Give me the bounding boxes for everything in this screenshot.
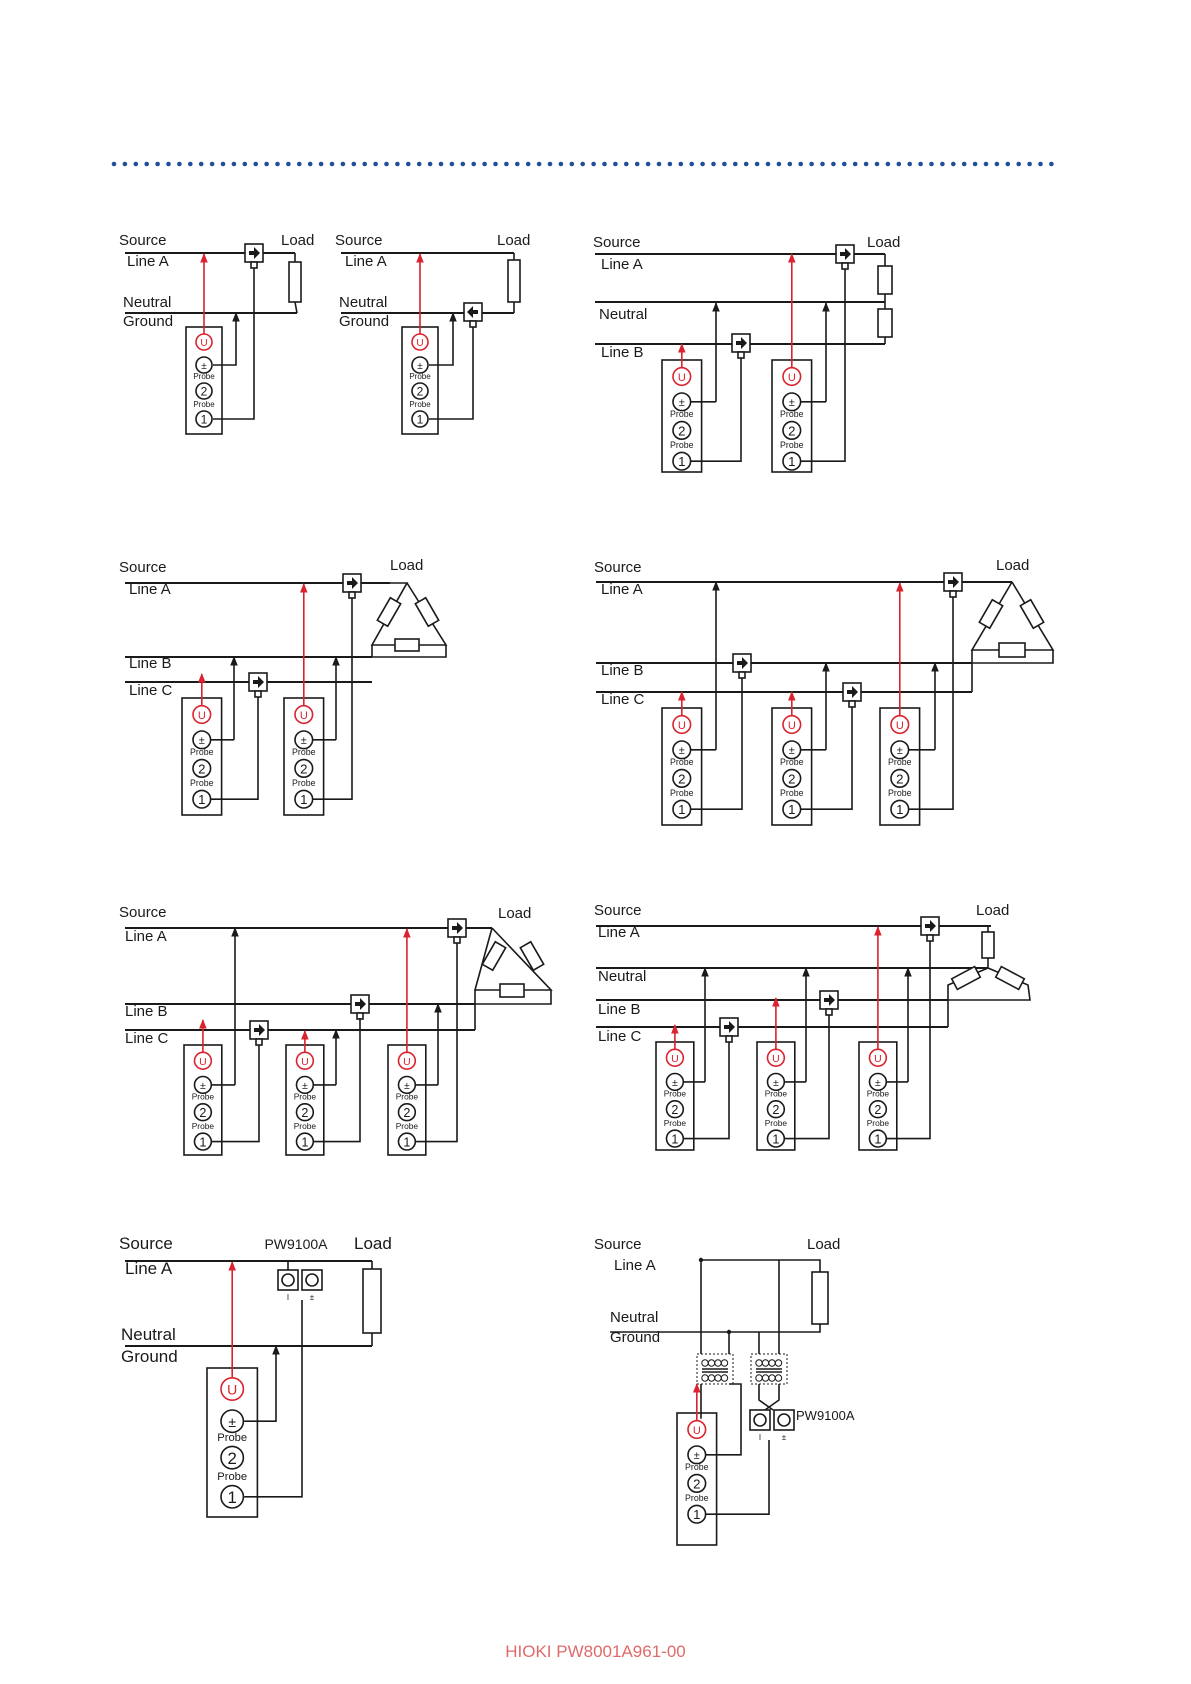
pw9100a-label: PW9100A — [796, 1408, 855, 1423]
probe-label: Probe — [780, 757, 804, 768]
probe-2-number: 2 — [788, 771, 796, 787]
load-resistor-icon — [996, 967, 1025, 990]
load-resistor-icon — [999, 643, 1025, 657]
source-label: Source — [335, 232, 383, 249]
probe-label: Probe — [663, 1118, 687, 1128]
neutral-label: Neutral — [598, 968, 647, 985]
load-resistor-icon — [289, 262, 301, 302]
sensor-output-icon — [349, 592, 355, 598]
line-c-label: Line C — [129, 682, 173, 699]
coil-turn-icon — [702, 1375, 708, 1381]
terminal-pm-label: ± — [781, 1433, 787, 1442]
probe-2-number: 2 — [200, 384, 208, 399]
probe-1-number: 1 — [227, 1488, 237, 1508]
load-resistor-icon — [500, 984, 524, 997]
probe-2-number: 2 — [874, 1102, 882, 1117]
load-resistor-icon — [377, 598, 400, 627]
line-a-label: Line A — [127, 253, 169, 270]
ground-label: Ground — [610, 1329, 661, 1346]
line-a-label: Line A — [601, 581, 643, 598]
probe-1-number: 1 — [788, 802, 796, 818]
probe-1-number: 1 — [300, 792, 308, 808]
terminal-pm-label: ± — [678, 745, 685, 758]
terminal-pm-label: ± — [302, 1080, 308, 1093]
sensor-output-icon — [454, 937, 460, 943]
probe-label: Probe — [866, 1088, 890, 1099]
probe-label: Probe — [292, 778, 316, 788]
probe-2-number: 2 — [678, 423, 686, 439]
probe-1-number: 1 — [301, 1135, 309, 1150]
probe-2-number: 2 — [416, 384, 424, 399]
probe-label: Probe — [409, 400, 431, 409]
wire — [701, 1260, 820, 1272]
probe-2-number: 2 — [227, 1448, 237, 1468]
terminal-u-label: U — [787, 371, 796, 384]
neutral-label: Neutral — [123, 294, 172, 311]
wire — [295, 302, 297, 313]
terminal-u-label: U — [677, 371, 686, 384]
footer-document-id: HIOKI PW8001A961-00 — [505, 1642, 686, 1661]
terminal-u-label: U — [416, 338, 424, 349]
probe-1-number: 1 — [896, 802, 904, 818]
probe-label: Probe — [670, 440, 694, 450]
neutral-label: Neutral — [599, 306, 648, 323]
probe-label: Probe — [764, 1088, 788, 1099]
terminal-u-label: U — [197, 709, 206, 722]
sensor-output-icon — [256, 1039, 262, 1045]
terminal-pm-label: ± — [201, 361, 207, 372]
probe-label: Probe — [888, 788, 912, 798]
probe-2-number: 2 — [199, 1105, 207, 1120]
terminal-pm-label: ± — [228, 1413, 237, 1430]
ground-label: Ground — [121, 1347, 178, 1366]
terminal-u-label: U — [874, 1052, 882, 1065]
sensor-output-icon — [826, 1009, 832, 1015]
probe-1-number: 1 — [788, 454, 796, 470]
coil-turn-icon — [769, 1375, 775, 1381]
source-label: Source — [119, 1234, 173, 1253]
sensor-output-icon — [726, 1036, 732, 1042]
line-c-label: Line C — [598, 1028, 642, 1045]
neutral-label: Neutral — [339, 294, 388, 311]
load-resistor-icon — [812, 1272, 828, 1324]
probe-1-number: 1 — [416, 412, 424, 427]
probe-1-number: 1 — [693, 1507, 701, 1523]
terminal-u-label: U — [671, 1052, 679, 1065]
sensor-output-icon — [470, 321, 476, 327]
probe-1-number: 1 — [200, 412, 208, 427]
load-label: Load — [281, 232, 315, 249]
terminal-u-label: U — [772, 1052, 780, 1065]
terminal-pm-label: ± — [773, 1077, 779, 1090]
probe-2-number: 2 — [693, 1476, 701, 1492]
load-resistor-icon — [520, 942, 543, 971]
terminal-u-label: U — [200, 338, 208, 349]
source-label: Source — [593, 234, 641, 251]
probe-label: Probe — [191, 1091, 215, 1102]
load-resistor-icon — [395, 639, 419, 651]
probe-label: Probe — [292, 747, 316, 758]
coil-turn-icon — [708, 1375, 714, 1381]
coil-turn-icon — [762, 1375, 768, 1381]
probe-2-number: 2 — [403, 1105, 411, 1120]
probe-1-number: 1 — [198, 792, 206, 808]
line-b-label: Line B — [601, 662, 644, 679]
probe-label: Probe — [193, 400, 215, 409]
source-label: Source — [594, 1236, 642, 1253]
sensor-output-icon — [255, 691, 261, 697]
probe-label: Probe — [193, 372, 215, 381]
probe-label: Probe — [409, 372, 431, 381]
coil-turn-icon — [756, 1375, 762, 1381]
junction-dot — [699, 1258, 703, 1262]
probe-1-number: 1 — [678, 454, 686, 470]
probe-label: Probe — [866, 1118, 890, 1128]
diagram-1p2w-neutral — [335, 232, 530, 434]
probe-label: Probe — [780, 788, 804, 798]
load-resistor-icon — [878, 266, 892, 294]
diagram-1p2w-line-a — [119, 232, 314, 434]
coil-turn-icon — [775, 1360, 781, 1366]
probe-1-number: 1 — [199, 1135, 207, 1150]
line-c-label: Line C — [125, 1030, 169, 1047]
probe-2-number: 2 — [772, 1102, 780, 1117]
probe-label: Probe — [670, 409, 694, 420]
line-a-label: Line A — [614, 1257, 656, 1274]
probe-2-number: 2 — [301, 1105, 309, 1120]
terminal-u-label: U — [677, 719, 686, 732]
load-resistor-icon — [508, 260, 520, 302]
probe-1-number: 1 — [772, 1132, 780, 1147]
coil-turn-icon — [756, 1360, 762, 1366]
probe-2-number: 2 — [300, 761, 308, 777]
probe-2-number: 2 — [678, 771, 686, 787]
line-a-label: Line A — [125, 1259, 173, 1278]
terminal-screw-icon — [306, 1274, 318, 1286]
coil-turn-icon — [775, 1375, 781, 1381]
coil-turn-icon — [715, 1375, 721, 1381]
probe-label: Probe — [670, 788, 694, 798]
probe-1-number: 1 — [678, 802, 686, 818]
terminal-screw-icon — [754, 1414, 766, 1426]
probe-label: Probe — [395, 1091, 419, 1102]
probe-label: Probe — [217, 1431, 248, 1444]
probe-2-number: 2 — [896, 771, 904, 787]
load-label: Load — [976, 902, 1010, 919]
coil-turn-icon — [708, 1360, 714, 1366]
coil-turn-icon — [702, 1360, 708, 1366]
load-label: Load — [807, 1236, 841, 1253]
probe-label: Probe — [293, 1121, 317, 1131]
source-label: Source — [119, 232, 167, 249]
terminal-pm-label: ± — [404, 1080, 410, 1093]
diagram-3p3w2m — [119, 557, 446, 815]
source-label: Source — [119, 904, 167, 921]
probe-label: Probe — [670, 757, 694, 768]
load-resistor-icon — [482, 942, 505, 971]
load-label: Load — [498, 905, 532, 922]
line-b-label: Line B — [598, 1001, 641, 1018]
line-c-label: Line C — [601, 691, 645, 708]
diagram-1p2w-pw9100a — [119, 1234, 392, 1517]
line-a-label: Line A — [345, 253, 387, 270]
terminal-pm-label: ± — [896, 745, 903, 758]
probe-label: Probe — [764, 1118, 788, 1128]
diagram-pw9100a-with-ct — [594, 1236, 855, 1545]
terminal-pm-label: ± — [875, 1077, 881, 1090]
terminal-pm-label: ± — [309, 1293, 315, 1302]
source-label: Source — [119, 559, 167, 576]
ground-label: Ground — [339, 313, 390, 330]
probe-label: Probe — [293, 1091, 317, 1102]
load-label: Load — [996, 557, 1030, 574]
load-label: Load — [390, 557, 424, 574]
line-b-label: Line B — [125, 1003, 168, 1020]
terminal-pm-label: ± — [788, 397, 795, 410]
sensor-output-icon — [251, 262, 257, 268]
load-resistor-icon — [415, 598, 438, 627]
neutral-label: Neutral — [121, 1325, 176, 1344]
terminal-screw-icon — [778, 1414, 790, 1426]
terminal-u-label: U — [403, 1055, 411, 1068]
terminal-u-label: U — [299, 709, 308, 722]
probe-label: Probe — [190, 747, 214, 758]
sensor-output-icon — [950, 591, 956, 597]
probe-1-number: 1 — [671, 1132, 679, 1147]
diagram-1p3w — [593, 234, 900, 472]
load-resistor-icon — [979, 600, 1002, 629]
sensor-output-icon — [738, 352, 744, 358]
coil-turn-icon — [715, 1360, 721, 1366]
probe-label: Probe — [685, 1462, 709, 1473]
load-label: Load — [867, 234, 901, 251]
probe-label: Probe — [780, 440, 804, 450]
probe-2-number: 2 — [671, 1102, 679, 1117]
terminal-u-label: U — [199, 1055, 207, 1068]
load-resistor-icon — [1020, 600, 1043, 629]
terminal-pm-label: ± — [693, 1450, 700, 1463]
probe-label: Probe — [663, 1088, 687, 1099]
line-a-label: Line A — [129, 581, 171, 598]
coil-turn-icon — [762, 1360, 768, 1366]
terminal-pm-label: ± — [200, 1080, 206, 1093]
terminal-u-label: U — [895, 719, 904, 732]
probe-label: Probe — [685, 1493, 709, 1503]
line-a-label: Line A — [125, 928, 167, 945]
terminal-screw-icon — [282, 1274, 294, 1286]
diagram-3p4w — [594, 902, 1030, 1150]
sensor-output-icon — [849, 701, 855, 707]
probe-2-number: 2 — [198, 761, 206, 777]
line-a-label: Line A — [598, 924, 640, 941]
probe-1-number: 1 — [874, 1132, 882, 1147]
probe-label: Probe — [780, 409, 804, 420]
coil-turn-icon — [721, 1360, 727, 1366]
load-resistor-icon — [363, 1269, 381, 1333]
probe-label: Probe — [190, 778, 214, 788]
terminal-pm-label: ± — [300, 735, 307, 748]
probe-1-number: 1 — [403, 1135, 411, 1150]
terminal-pm-label: ± — [672, 1077, 678, 1090]
junction-dot — [727, 1330, 731, 1334]
probe-label: Probe — [395, 1121, 419, 1131]
neutral-label: Neutral — [610, 1309, 659, 1326]
pw9100a-label: PW9100A — [264, 1236, 328, 1252]
line-b-label: Line B — [601, 344, 644, 361]
line-b-label: Line B — [129, 655, 172, 672]
source-label: Source — [594, 559, 642, 576]
terminal-i-label: I — [758, 1433, 762, 1442]
probe-label: Probe — [217, 1471, 248, 1483]
terminal-pm-label: ± — [417, 361, 423, 372]
terminal-u-label: U — [692, 1424, 701, 1437]
terminal-u-label: U — [301, 1055, 309, 1068]
sensor-output-icon — [927, 935, 933, 941]
load-resistor-icon — [878, 309, 892, 337]
load-label: Load — [497, 232, 531, 249]
terminal-pm-label: ± — [198, 735, 205, 748]
sensor-output-icon — [842, 263, 848, 269]
terminal-u-label: U — [227, 1381, 238, 1398]
terminal-pm-label: ± — [678, 397, 685, 410]
sensor-output-icon — [739, 672, 745, 678]
load-label: Load — [354, 1234, 392, 1253]
probe-label: Probe — [191, 1121, 215, 1131]
ground-label: Ground — [123, 313, 174, 330]
probe-label: Probe — [888, 757, 912, 768]
terminal-pm-label: ± — [788, 745, 795, 758]
coil-turn-icon — [769, 1360, 775, 1366]
load-resistor-icon — [982, 932, 994, 958]
terminal-i-label: I — [286, 1293, 290, 1302]
source-label: Source — [594, 902, 642, 919]
probe-2-number: 2 — [788, 423, 796, 439]
line-a-label: Line A — [601, 256, 643, 273]
terminal-u-label: U — [787, 719, 796, 732]
diagram-3p3w3m — [594, 557, 1053, 825]
load-resistor-icon — [952, 967, 981, 990]
coil-turn-icon — [721, 1375, 727, 1381]
diagram-3p3w3m-variant — [119, 904, 551, 1155]
